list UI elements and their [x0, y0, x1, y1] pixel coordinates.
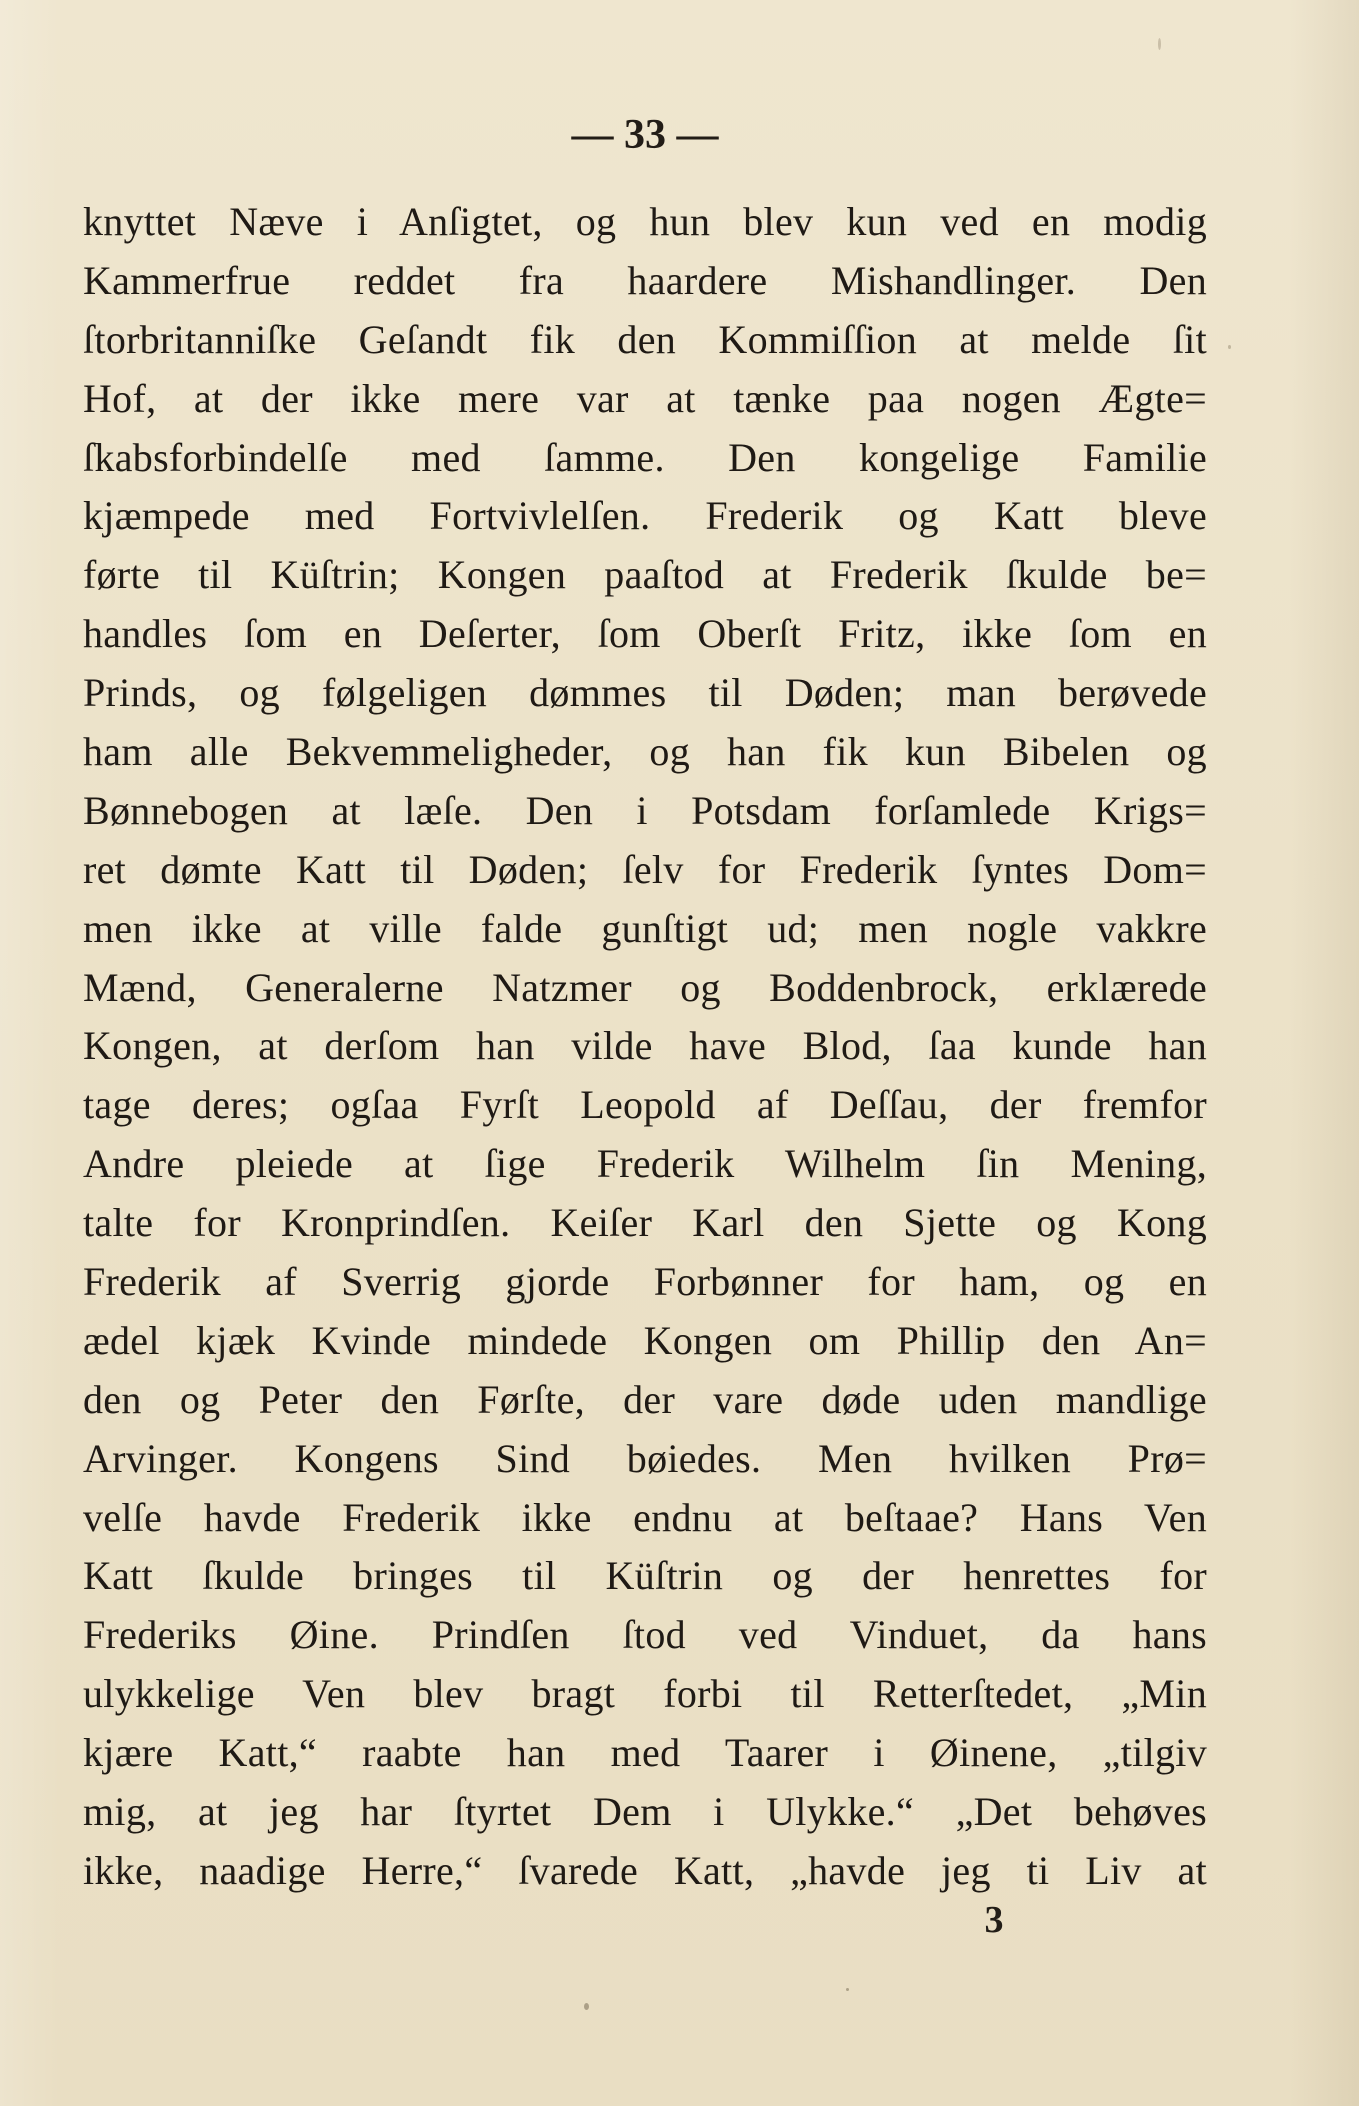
text-line: Bønnebogen at læſe. Den i Potsdam forſamlede Krigs= — [83, 787, 1207, 833]
text-line: ulykkelige Ven blev bragt forbi til Retterſtedet, „Min — [83, 1671, 1207, 1717]
text-line: knyttet Næve i Anſigtet, og hun blev kun ved en modig — [83, 199, 1207, 244]
text-line: Kongen, at derſom han vilde have Blod, ſaa kunde han — [83, 1023, 1207, 1069]
text-line: Mænd, Generalerne Natzmer og Boddenbrock, erklærede — [83, 964, 1207, 1010]
paper-speck — [584, 2003, 589, 2010]
text-line: ikke, naadige Herre,“ ſvarede Katt, „havde jeg ti Liv at — [83, 1847, 1207, 1893]
text-line: den og Peter den Førſte, der vare døde uden mandlige — [83, 1376, 1207, 1422]
text-line: Katt ſkulde bringes til Küſtrin og der henrettes for — [83, 1553, 1207, 1599]
text-line: handles ſom en Deſerter, ſom Oberſt Fritz, ikke ſom en — [83, 611, 1207, 657]
text-line: tage deres; ogſaa Fyrſt Leopold af Deſſau, der fremfor — [83, 1082, 1207, 1128]
page-number-header: — 33 — — [571, 112, 719, 158]
text-line: ſtorbritanniſke Geſandt fik den Kommiſſion at melde ſit — [83, 316, 1207, 362]
text-line: Frederiks Øine. Prindſen ſtod ved Vinduet, da hans — [83, 1612, 1207, 1658]
text-line: men ikke at ville falde gunſtigt ud; men nogle vakkre — [83, 905, 1207, 951]
text-line: Kammerfrue reddet fra haardere Mishandlinger. Den — [83, 257, 1207, 303]
text-line: ædel kjæk Kvinde mindede Kongen om Phillip den An= — [83, 1317, 1207, 1363]
text-line: Arvinger. Kongens Sind bøiedes. Men hvilken Prø= — [83, 1435, 1207, 1481]
paper-speck — [846, 1988, 849, 1991]
body-text — [83, 193, 1207, 1901]
text-line: ſkabsforbindelſe med ſamme. Den kongelige Familie — [83, 434, 1207, 480]
text-line: talte for Kronprindſen. Keiſer Karl den Sjette og Kong — [83, 1200, 1207, 1246]
text-line: Andre pleiede at ſige Frederik Wilhelm ſin Mening, — [83, 1141, 1207, 1187]
signature-mark: 3 — [984, 1899, 1004, 1941]
text-line: ret dømte Katt til Døden; ſelv for Frederik ſyntes Dom= — [83, 846, 1207, 892]
text-line: velſe havde Frederik ikke endnu at beſtaae? Hans Ven — [83, 1494, 1207, 1540]
text-line: kjæmpede med Fortvivlelſen. Frederik og Katt bleve — [83, 493, 1207, 539]
text-line: kjære Katt,“ raabte han med Taarer i Øinene, „tilgiv — [83, 1730, 1207, 1776]
text-line: Frederik af Sverrig gjorde Forbønner for ham, og en — [83, 1259, 1207, 1305]
text-line: Prinds, og følgeligen dømmes til Døden; man berøvede — [83, 670, 1207, 716]
text-line: førte til Küſtrin; Kongen paaſtod at Frederik ſkulde be= — [83, 552, 1207, 598]
text-line: ham alle Bekvemmeligheder, og han fik kun Bibelen og — [83, 729, 1207, 775]
paper-speck — [1158, 38, 1161, 50]
text-line: Hof, at der ikke mere var at tænke paa nogen Ægte= — [83, 375, 1207, 421]
text-line: mig, at jeg har ſtyrtet Dem i Ulykke.“ „Det behøves — [83, 1789, 1207, 1835]
paper-speck — [1228, 345, 1231, 349]
